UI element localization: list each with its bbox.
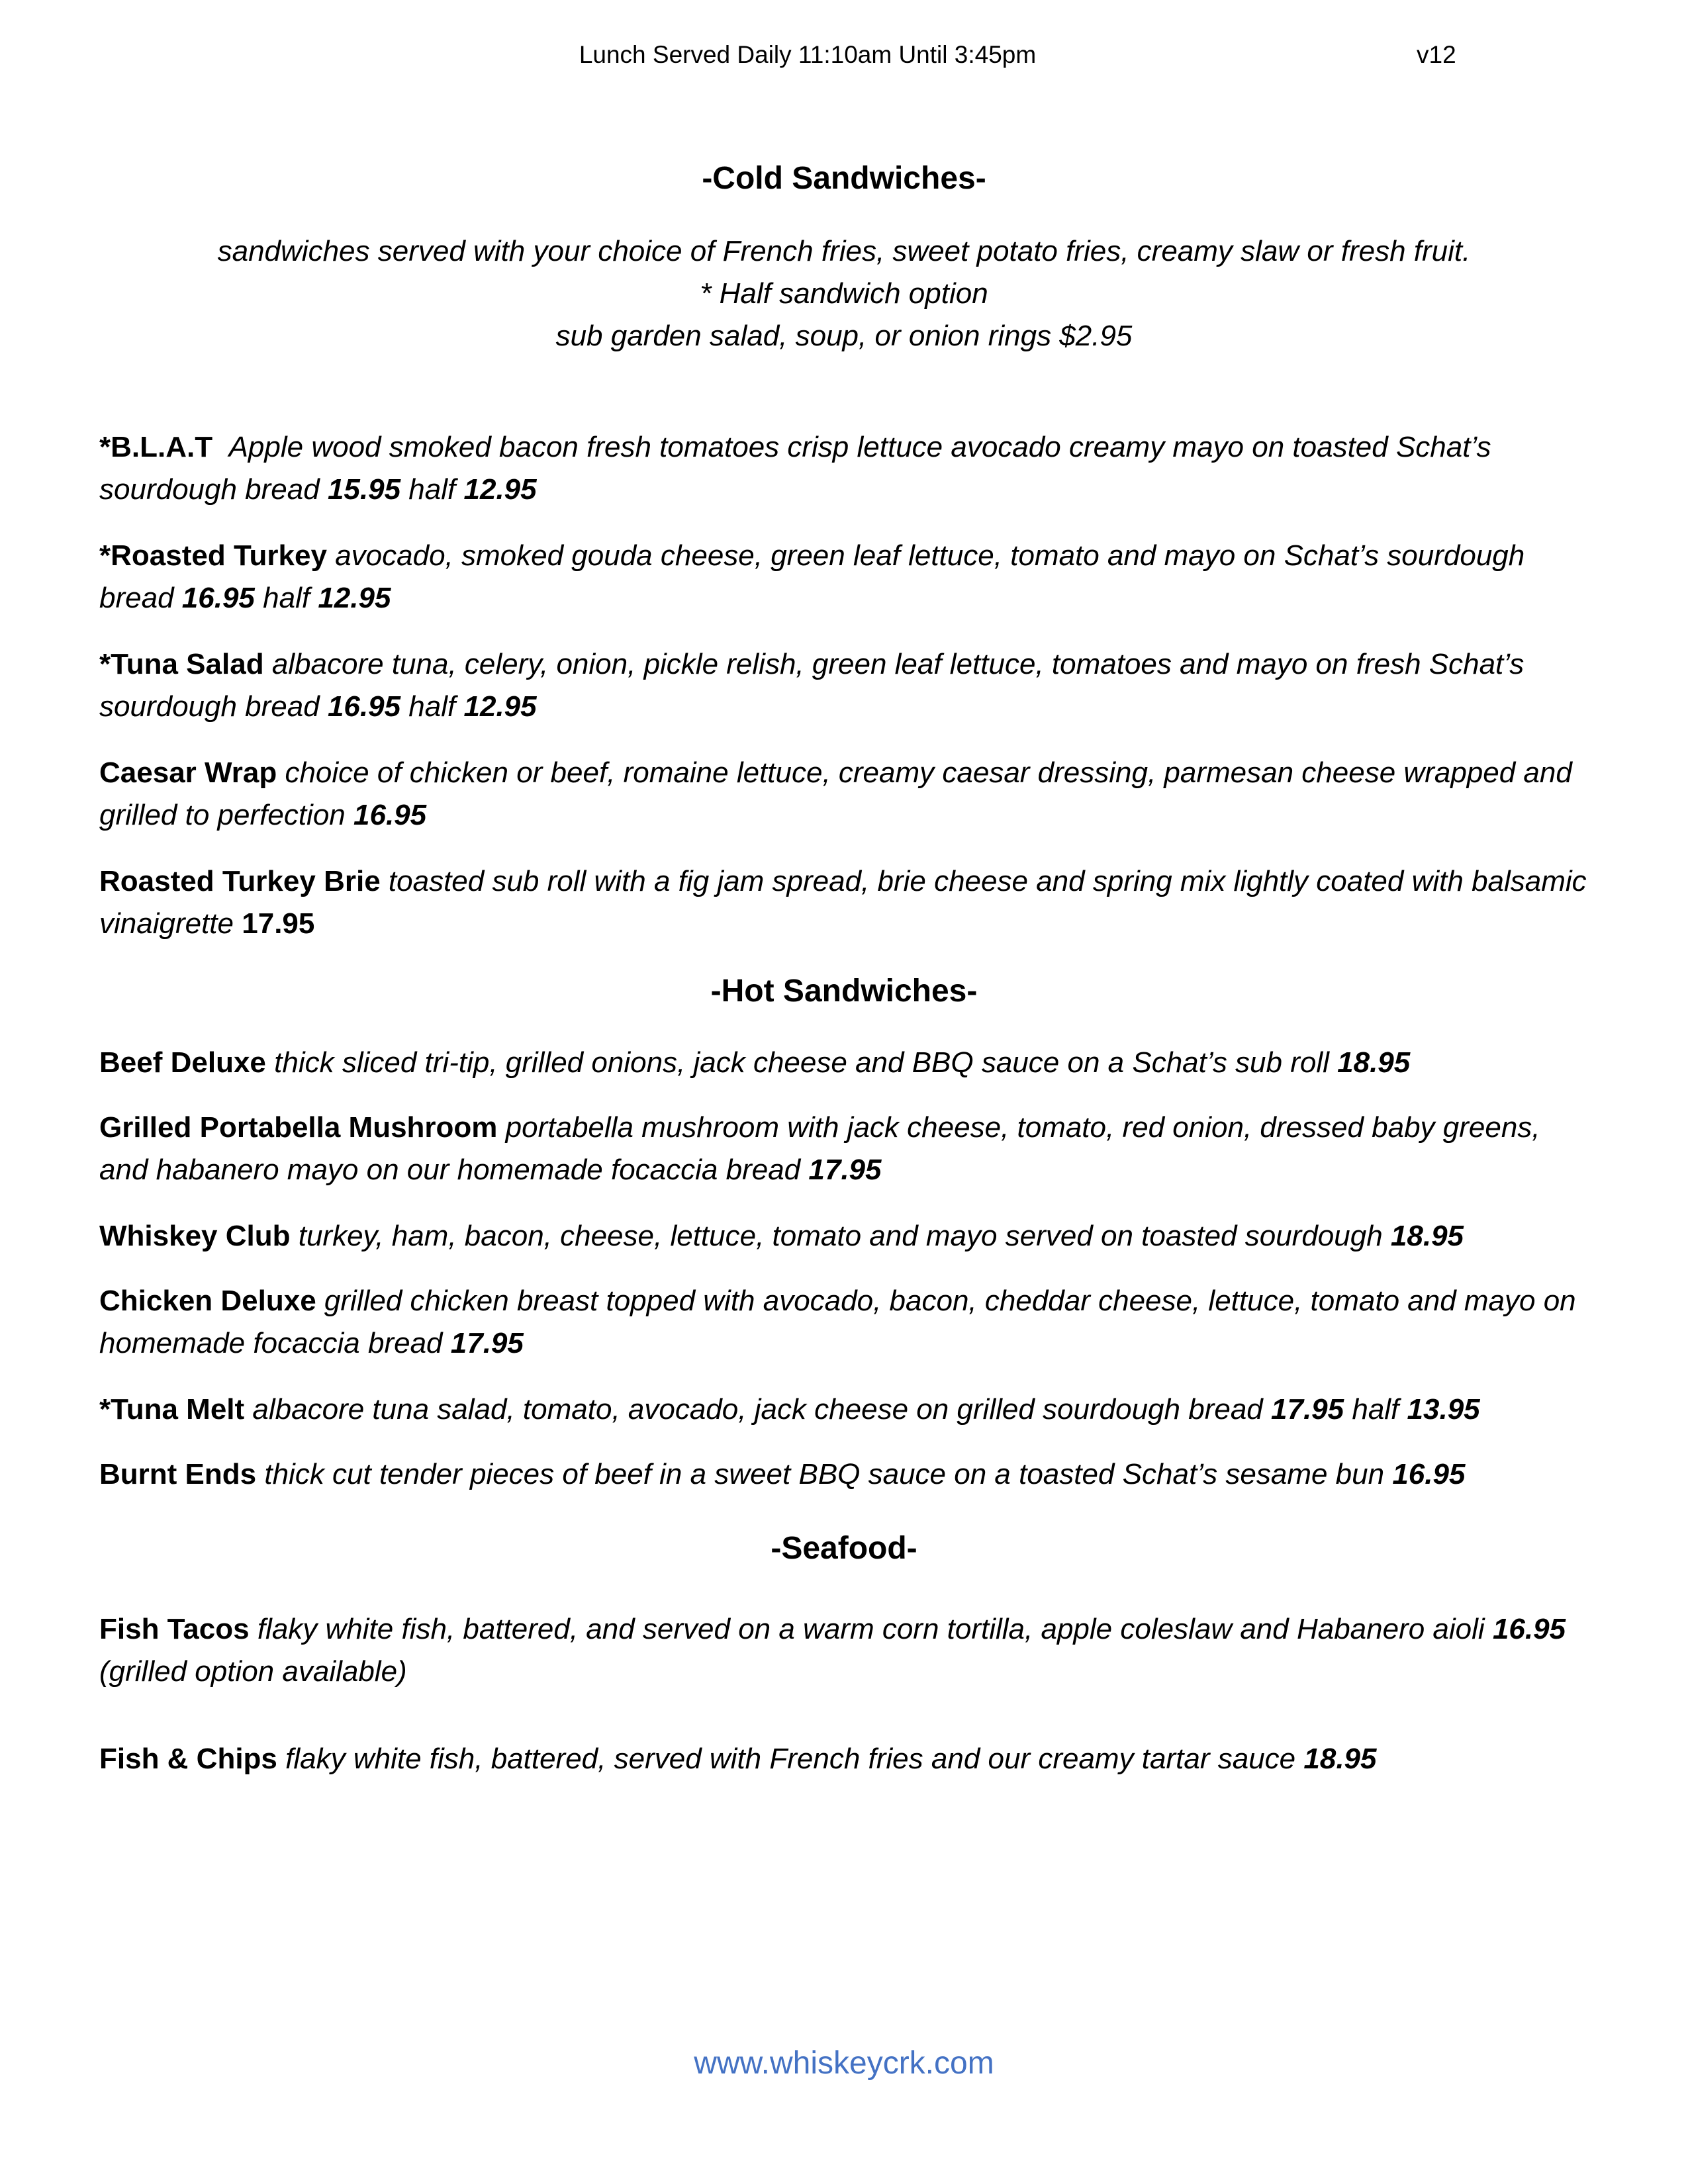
item-name: Caesar Wrap [99,756,277,789]
item-name: *Tuna Melt [99,1393,245,1426]
cold-intro-line-3: sub garden salad, soup, or onion rings $2.95 [555,320,1133,352]
item-description: thick cut tender pieces of beef in a sweet BBQ sauce on a toasted Schat’s sesame bun [264,1458,1385,1490]
menu-item-beef-deluxe [99,1042,1589,1084]
item-description: avocado, smoked gouda cheese, green leaf lettuce, tomato and mayo on Schat’s sourdough bread [99,539,1525,614]
half-price: 13.95 [1407,1393,1480,1426]
menu-item-caesar-wrap [99,752,1589,837]
section-title-cold-sandwiches: -Cold Sandwiches- [702,161,986,196]
half-label: half [408,473,456,506]
section-title-hot-sandwiches: -Hot Sandwiches- [710,974,978,1009]
menu-item-grilled-portabella-mushroom [99,1107,1589,1191]
item-name: Burnt Ends [99,1458,257,1490]
item-price: 16.95 [181,582,255,614]
item-description: flaky white fish, battered, and served on a warm corn tortilla, apple coleslaw and Habanero aioli [257,1613,1485,1645]
menu-item-roasted-turkey [99,535,1589,619]
website-link[interactable]: www.whiskeycrk.com [694,2046,994,2081]
item-price: 16.95 [1392,1458,1466,1490]
half-label: half [408,690,456,723]
item-price: 17.95 [242,907,315,940]
item-price: 16.95 [353,799,427,831]
menu-item-burnt-ends [99,1453,1589,1496]
menu-item-fish-and-chips [99,1738,1589,1780]
item-note: (grilled option available) [99,1655,407,1688]
half-price: 12.95 [318,582,391,614]
menu-item-whiskey-club [99,1215,1589,1257]
item-price: 16.95 [1492,1613,1566,1645]
menu-version: v12 [1417,41,1456,68]
half-price: 12.95 [463,690,537,723]
item-price: 17.95 [450,1327,524,1359]
item-description: albacore tuna, celery, onion, pickle relish, green leaf lettuce, tomatoes and mayo on fresh Schat’s sourdough bread [99,648,1524,723]
lunch-hours: Lunch Served Daily 11:10am Until 3:45pm [579,41,1037,68]
item-description: thick sliced tri-tip, grilled onions, jack cheese and BBQ sauce on a Schat’s sub roll [274,1046,1329,1079]
item-description: Apple wood smoked bacon fresh tomatoes crisp lettuce avocado creamy mayo on toasted Schat’s sourdough bread [99,431,1491,506]
item-description: choice of chicken or beef, romaine lettuce, creamy caesar dressing, parmesan cheese wrapped and grilled to perfection [99,756,1572,831]
item-description: turkey, ham, bacon, cheese, lettuce, tomato and mayo served on toasted sourdough [298,1220,1383,1252]
item-name: *Tuna Salad [99,648,264,680]
page-header [0,41,1688,74]
item-price: 17.95 [808,1154,882,1186]
menu-item-blat [99,426,1589,511]
menu-item-fish-tacos [99,1608,1589,1693]
menu-item-tuna-salad [99,643,1589,728]
menu-item-tuna-melt [99,1388,1589,1431]
item-name: Whiskey Club [99,1220,291,1252]
item-name: Grilled Portabella Mushroom [99,1111,498,1144]
item-price: 18.95 [1303,1743,1377,1775]
item-name: Beef Deluxe [99,1046,266,1079]
item-price: 15.95 [327,473,401,506]
item-price: 18.95 [1390,1220,1464,1252]
cold-intro-line-1: sandwiches served with your choice of French fries, sweet potato fries, creamy slaw or fresh fruit. [217,235,1471,267]
half-label: half [263,582,310,614]
item-name: Fish Tacos [99,1613,250,1645]
cold-intro-line-2: * Half sandwich option [700,277,988,310]
item-description: grilled chicken breast topped with avocado, bacon, cheddar cheese, lettuce, tomato and mayo on homemade focaccia bread [99,1285,1576,1359]
item-price: 16.95 [327,690,401,723]
half-label: half [1352,1393,1399,1426]
item-name: *Roasted Turkey [99,539,327,572]
item-name: Fish & Chips [99,1743,277,1775]
item-description: albacore tuna salad, tomato, avocado, jack cheese on grilled sourdough bread [252,1393,1263,1426]
menu-item-roasted-turkey-brie [99,860,1589,945]
item-price: 17.95 [1271,1393,1344,1426]
item-description: flaky white fish, battered, served with French fries and our creamy tartar sauce [285,1743,1296,1775]
section-title-seafood: -Seafood- [771,1531,917,1566]
half-price: 12.95 [463,473,537,506]
item-name: Chicken Deluxe [99,1285,316,1317]
item-price: 18.95 [1337,1046,1411,1079]
menu-item-chicken-deluxe [99,1280,1589,1365]
item-name: *B.L.A.T [99,431,213,463]
item-description: portabella mushroom with jack cheese, tomato, red onion, dressed baby greens, and habanero mayo on our homemade focaccia bread [99,1111,1540,1186]
item-name: Roasted Turkey Brie [99,865,381,897]
item-description: toasted sub roll with a fig jam spread, brie cheese and spring mix lightly coated with balsamic vinaigrette [99,865,1587,940]
